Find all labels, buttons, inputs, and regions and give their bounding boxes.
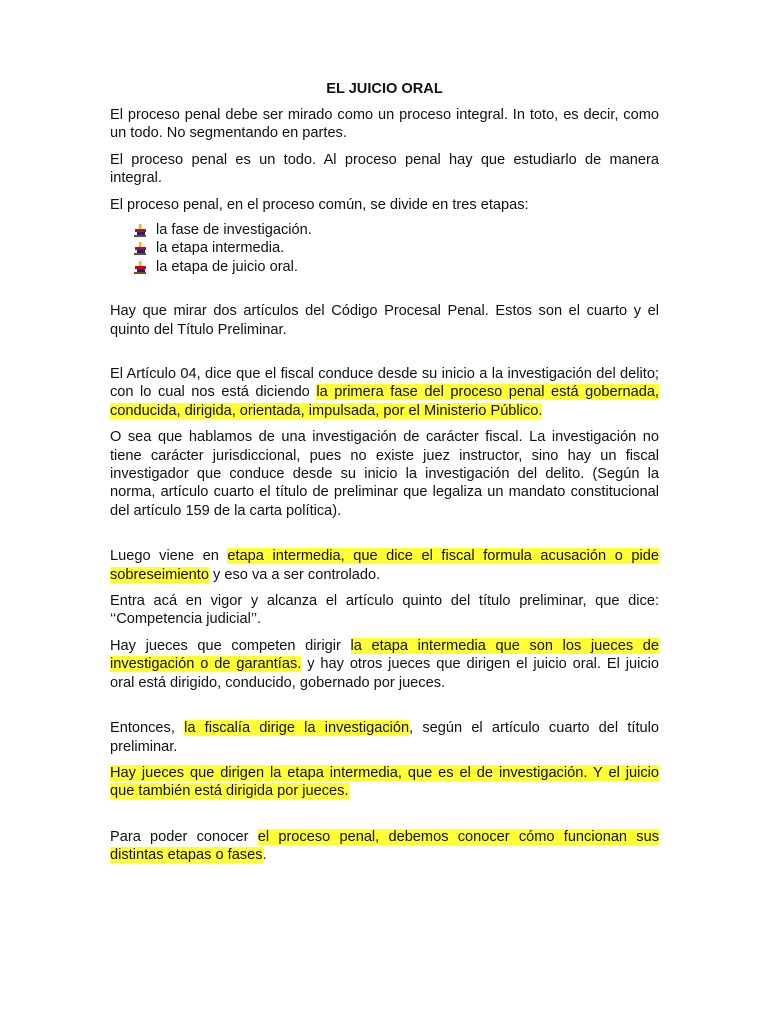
- stage-label: la etapa de juicio oral.: [156, 258, 298, 275]
- paragraph-fiscal: O sea que hablamos de una investigación de carácter fiscal. La investigación no tiene carácter jurisdiccional, pues no existe juez instructor, sino hay un fiscal investigador que conduce desde su inicio la investigación del delito. (Según la norma, artículo cuarto el título de preliminar que legaliza un mandato constitucional del artículo 159 de la carta política).: [110, 429, 659, 519]
- paragraph-entonces: [110, 719, 659, 756]
- document-title: EL JUICIO ORAL: [326, 81, 443, 97]
- paragraph-intermedia: [110, 547, 659, 584]
- paragraph-intro-3: El proceso penal, en el proceso común, se divide en tres etapas:: [110, 196, 529, 213]
- paragraph-hay-jueces: [110, 764, 659, 801]
- paragraph-articles: Hay que mirar dos artículos del Código Procesal Penal. Estos son el cuarto y el quinto del Título Preliminar.: [110, 303, 659, 338]
- paragraph-intro-1: El proceso penal debe ser mirado como un proceso integral. In toto, es decir, como un todo. No segmentando en partes.: [110, 107, 659, 142]
- text-run: Para poder conocer: [110, 828, 258, 845]
- paragraph-jueces: [110, 637, 659, 692]
- text-run: y hay otros jueces que dirigen el juicio oral. El juicio oral está dirigido, conducido, gobernado por jueces.: [110, 656, 659, 691]
- highlighted-text: Hay jueces que dirigen la etapa intermedia, que es el de investigación. Y el juicio que también está dirigida por jueces.: [110, 764, 659, 800]
- list-item: [134, 239, 659, 257]
- highlighted-text: la etapa intermedia que son los jueces de investigación o de garantías.: [110, 637, 659, 673]
- text-run: .: [262, 847, 267, 864]
- list-item: [134, 258, 659, 276]
- highlighted-text: la fiscalía dirige la investigación: [184, 720, 410, 737]
- text-run: El Artículo 04, dice que el fiscal conduce desde su inicio a la investigación del delito; con lo cual nos está diciendo: [110, 366, 659, 401]
- stages-list: [110, 221, 659, 276]
- highlighted-text: el proceso penal, debemos conocer cómo funcionan sus distintas etapas o fases: [110, 828, 659, 864]
- text-run: Entonces,: [110, 720, 185, 737]
- multicolor-cross-bullet-icon: [134, 242, 146, 255]
- paragraph-conocer: [110, 828, 659, 865]
- multicolor-cross-bullet-icon: [134, 224, 146, 237]
- text-run: y eso va a ser controlado.: [208, 566, 381, 583]
- text-run: Luego viene en: [110, 548, 228, 565]
- highlighted-text: etapa intermedia, que dice el fiscal formula acusación o pide sobreseimiento: [110, 548, 659, 583]
- paragraph-intro-2: El proceso penal es un todo. Al proceso penal hay que estudiarlo de manera integral.: [110, 151, 659, 187]
- stage-label: la fase de investigación.: [156, 222, 312, 239]
- text-run: , según el artículo cuarto del título preliminar.: [110, 720, 659, 755]
- list-item: [134, 221, 659, 239]
- stage-label: la etapa intermedia.: [156, 240, 285, 257]
- paragraph-quinto: [110, 592, 659, 629]
- paragraph-article-04: [110, 365, 659, 420]
- text-run: Entra acá en vigor y alcanza el artículo quinto del título preliminar, que dice:: [110, 593, 659, 610]
- text-run: Hay jueces que competen dirigir: [110, 637, 351, 654]
- multicolor-cross-bullet-icon: [134, 261, 146, 274]
- text-run: ‘‘Competencia judicial’’.: [110, 611, 262, 628]
- highlighted-text: la primera fase del proceso penal está gobernada, conducida, dirigida, orientada, impulsada, por el Ministerio Público.: [110, 384, 659, 419]
